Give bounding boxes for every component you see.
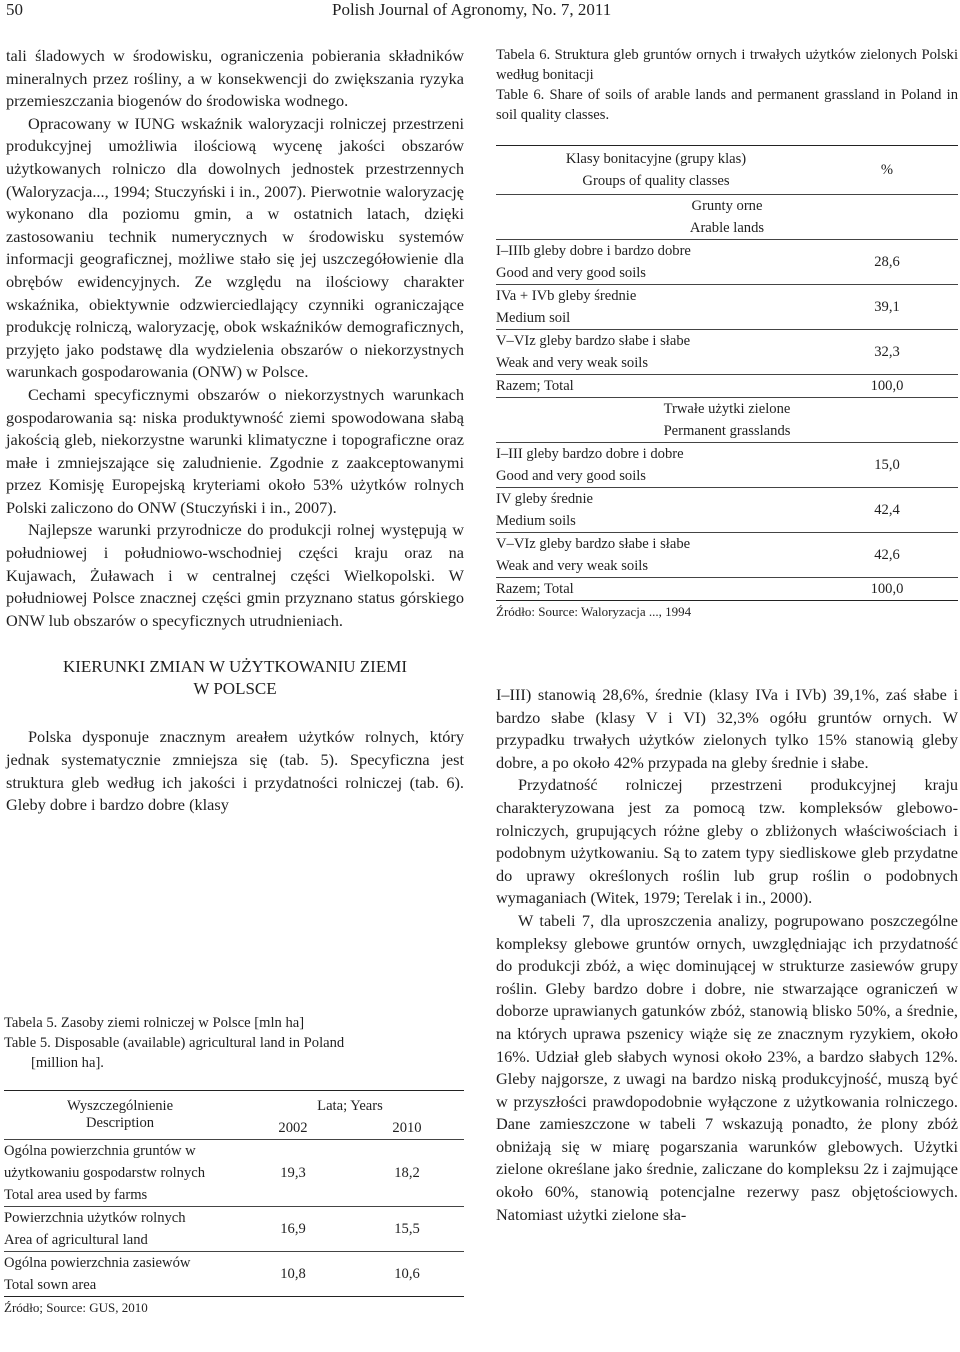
row-label-pl: Powierzchnia użytków rolnych: [4, 1210, 186, 1226]
table6: [496, 145, 958, 623]
table6-total-label: Razem; Total: [496, 581, 574, 597]
row-label-pl: Ogólna powierzchnia zasiewów: [4, 1255, 191, 1271]
left-column: [6, 45, 464, 817]
row-label-pl: V–VIz gleby bardzo słabe i słabe: [496, 536, 691, 552]
table5-caption-pl: Tabela 5. Zasoby ziemi rolniczej w Polsce [mln ha]: [4, 1015, 305, 1031]
row-label-pl: IVa + IVb gleby średnie: [496, 288, 637, 304]
table6-header-class-en: Groups of quality classes: [582, 173, 730, 189]
table6-row-label: [496, 443, 816, 488]
table6-cell: 42,6: [874, 546, 900, 563]
table5-cell: 10,8: [280, 1265, 306, 1282]
row-label-en: Total area used by farms: [4, 1187, 148, 1203]
row-label-en: Good and very good soils: [496, 468, 646, 484]
section-label-en: Permanent grasslands: [663, 423, 791, 439]
table6-cell: 28,6: [874, 253, 900, 270]
row-label-en: Weak and very weak soils: [496, 355, 649, 371]
table6-row-label: [496, 285, 816, 330]
table6-row-label: [496, 533, 816, 578]
table5-source: Źródło; Source: GUS, 2010: [4, 1300, 148, 1315]
table5-cell: 16,9: [280, 1220, 306, 1237]
table5-caption-en-cont: [million ha].: [31, 1055, 104, 1071]
table-row: [4, 1252, 464, 1297]
table-row: [496, 330, 958, 375]
table6-row-label: [496, 488, 816, 533]
row-label-en: Total sown area: [4, 1277, 97, 1293]
body-paragraph: tali śladowych w środowisku, ograniczenia pobierania składników mineralnych przez rośliny, a w konsekwencji do zwiększania ryzyka przemieszczania biogenów do środowiska wodnego.: [6, 46, 464, 111]
row-label-en: Weak and very weak soils: [496, 558, 649, 574]
table5-header-year: 2010: [392, 1120, 422, 1136]
section-heading-line: KIERUNKI ZMIAN W UŻYTKOWANIU ZIEMI: [62, 657, 408, 677]
table-row-total: [496, 578, 958, 601]
table6-cell: 42,4: [874, 501, 900, 518]
table5-row-label: [4, 1252, 236, 1297]
table5-row-label: [4, 1207, 236, 1252]
section-label-pl: Grunty orne: [691, 198, 763, 214]
table-row: [496, 285, 958, 330]
table6-caption-en: Table 6. Share of soils of arable lands and permanent grassland in Poland in soil quality classes.: [496, 87, 958, 123]
table-row: [496, 488, 958, 533]
table5-header-year: 2002: [278, 1120, 308, 1136]
table5-header-desc: [4, 1091, 236, 1140]
body-paragraph: Najlepsze warunki przyrodnicze do produkcji rolnej występują w południowej i południowo-wschodniej części kraju oraz na Kujawach, Żuławach i w centralnej części Wielkopolski. W południowej Polsce znacznej części gmin przyznano status górskiego ONW lub obszarów o specyficznych utrudnieniach.: [6, 520, 464, 630]
table6-total-label: Razem; Total: [496, 378, 574, 394]
body-paragraph: Przydatność rolniczej przestrzeni produkcyjnej kraju charakteryzowana jest za pomocą tzw. kompleksów glebowo-rolniczych, grupujących różne gleby o zbliżonych właściwościach i podobnym użytkowaniu. Są to zatem typy siedliskowe gleb przydatne do uprawy określonych roślin lub grup roślin o podobnych wymaganiach (Witek, 1979; Terelak i in., 2000).: [496, 775, 958, 908]
table6-section-arable: [496, 195, 958, 240]
table6-cell: 39,1: [874, 298, 900, 315]
row-label-pl: IV gleby średnie: [496, 491, 593, 507]
table-row-total: [496, 375, 958, 398]
row-label-pl: V–VIz gleby bardzo słabe i słabe: [496, 333, 691, 349]
row-label-en: Good and very good soils: [496, 265, 646, 281]
table5-header-years: Lata; Years: [317, 1098, 383, 1114]
table6-row-label: [496, 330, 816, 375]
table5-cell: 18,2: [394, 1164, 420, 1181]
table6-header-class-pl: Klasy bonitacyjne (grupy klas): [565, 151, 747, 167]
body-paragraph: Opracowany w IUNG wskaźnik waloryzacji rolniczej przestrzeni produkcyjnej umożliwia ilościową wycenę jakości obszarów użytkowanych rolniczo dla dowolnych jednostek przestrzennych (Waloryzacja..., 1994; Stuczyński i in., 2007). Pierwotnie waloryzację wykonano dla poziomu gmin, a w ostatnich latach, dzięki zastosowaniu technik numerycznych w środowisku systemów informacji geograficznej, możliwe stało się jej uszczegółowienie dla obrębów ewidencyjnych. Ze względu na ilościowy charakter wskaźnika, obiektywnie odzwierciedlający czynniki ograniczające produkcję rolniczą, waloryzację, obok wskaźników demograficznych, przyjęto jako podstawę dla wydzielenia obszarów o niekorzystnych warunkach gospodarowania (ONW) w Polsce.: [6, 113, 464, 382]
table6-caption-pl: Tabela 6. Struktura gleb gruntów ornych i trwałych użytków zielonych Polski według bonitacji: [496, 47, 958, 83]
table5-cell: 15,5: [394, 1220, 420, 1237]
table6-total: 100,0: [870, 377, 904, 394]
right-column: [496, 684, 958, 1226]
row-label-en: Medium soils: [496, 513, 576, 529]
section-label-pl: Trwałe użytki zielone: [663, 401, 791, 417]
body-paragraph: W tabeli 7, dla uproszczenia analizy, pogrupowano poszczególne kompleksy glebowe gruntów ornych, uwzględniając ich przydatność do produkcji zbóż, a więc dominującej w strukturze zasiewów grupy roślin. Gleby bardzo dobre i dobre, nie stwarzające ograniczeń w doborze uprawianych gatunków zbóż, stanowią blisko 50%, a średnie, na których uprawa pszenicy wiąże się ze znacznym ryzykiem, około 16%. Udział gleb słabych wynosi około 23%, a bardzo słabych 12%. Gleby najgorsze, z uwagi na bardzo niską produkcyjność, muszą być w przyszłości prawdopodobnie wyłączone z użytkowania rolniczego. Dane zamieszczone w tabeli 7 wskazują ponadto, że plony zbóż obniżają się w miarę pogarszania warunków glebowych. Użytki zielone określane jako średnie, zaliczane do kompleksu 2z i zajmujące około 60%, stanowią potencjalne rezerwy pasz objętościowych. Natomiast użytki zielone sła-: [496, 910, 958, 1224]
section-label-en: Arable lands: [689, 220, 765, 236]
row-label-en: Area of agricultural land: [4, 1232, 148, 1248]
table6-source: Źródło: Source: Waloryzacja ..., 1994: [496, 604, 692, 619]
table-row: [4, 1140, 464, 1207]
table-row: [4, 1207, 464, 1252]
table6-row-label: [496, 240, 816, 285]
table5-caption: [4, 1013, 464, 1073]
table-row: [496, 240, 958, 285]
table-row: [496, 533, 958, 578]
section-heading: [6, 656, 464, 700]
table6-header-pct: %: [880, 161, 894, 178]
row-label-pl: I–III gleby bardzo dobre i dobre: [496, 446, 684, 462]
table5-row-label: [4, 1140, 236, 1207]
section-heading-line: W POLSCE: [193, 679, 277, 699]
table6-total: 100,0: [870, 580, 904, 597]
table6-cell: 32,3: [874, 343, 900, 360]
row-label-en: Medium soil: [496, 310, 571, 326]
row-label-pl: Ogólna powierzchnia gruntów w użytkowaniu gospodarstw rolnych: [4, 1143, 206, 1181]
table-row: [496, 443, 958, 488]
body-paragraph: Cechami specyficznymi obszarów o niekorzystnych warunkach gospodarowania są: niska produktywność ziemi spowodowana słabą jakością gleb, niekorzystne warunki klimatyczne i topograficzne oraz małe i zmniejszające się zaludnienie. Zgodnie z zaakceptowanymi przez Komisję Europejską kryteriami około 53% użytków rolnych Polski zaliczono do ONW (Stuczyński i in., 2007).: [6, 384, 464, 517]
table6-cell: 15,0: [874, 456, 900, 473]
body-paragraph: I–III) stanowią 28,6%, średnie (klasy IVa i IVb) 39,1%, zaś słabe i bardzo słabe (klasy V i VI) 32,3% ogółu gruntów ornych. W przypadku trwałych użytków zielonych tylko 15% stanowią gleby dobre, a po około 42% przypada na gleby średnie i słabe.: [496, 685, 958, 772]
table6-header-class: [496, 146, 816, 195]
page-number: 50: [6, 0, 23, 19]
table5-cell: 19,3: [280, 1164, 306, 1181]
table5-header-desc-pl: Wyszczególnienie: [66, 1098, 174, 1114]
table5-cell: 10,6: [394, 1265, 420, 1282]
page-header: [0, 0, 960, 22]
table5-header-desc-en: Description: [85, 1115, 155, 1131]
journal-title: Polish Journal of Agronomy, No. 7, 2011: [332, 0, 612, 19]
table5-caption-en: Table 5. Disposable (available) agricultural land in Poland: [4, 1035, 345, 1051]
table5: [4, 1090, 464, 1319]
table6-section-grassland: [496, 398, 958, 443]
table6-caption: [496, 45, 958, 125]
body-paragraph: Polska dysponuje znacznym areałem użytków rolnych, który jednak systematycznie zmniejsza się (tab. 5). Specyficzna jest struktura gleb według ich jakości i przydatności rolniczej (tab. 6). Gleby dobre i bardzo dobre (klasy: [6, 727, 464, 815]
row-label-pl: I–IIIb gleby dobre i bardzo dobre: [496, 243, 691, 259]
